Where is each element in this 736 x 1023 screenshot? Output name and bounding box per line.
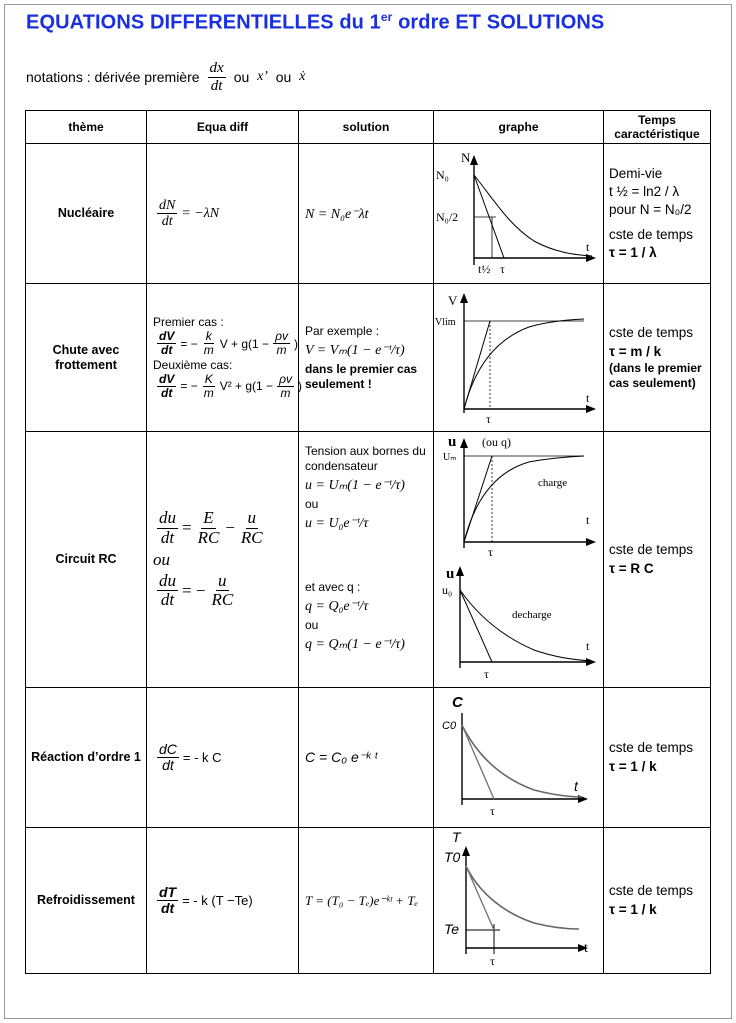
equation-part: −	[225, 518, 235, 538]
tick-label-tau: τ	[484, 667, 489, 681]
reaction-graph	[434, 689, 602, 821]
equation-part: )	[293, 336, 298, 351]
axis-label-x: t	[584, 941, 588, 956]
tick-label-thalf: t½	[478, 262, 491, 276]
refroid-graph	[434, 828, 602, 968]
header-temps: Temps caractéristique	[604, 111, 711, 144]
case-label: Premier cas :	[153, 315, 224, 330]
graph-nucleaire	[434, 144, 604, 284]
temps-reaction	[604, 688, 711, 828]
chute-graph	[434, 285, 602, 425]
graph-rc	[434, 432, 604, 688]
row-refroid	[26, 828, 711, 974]
notation-ou: ou	[233, 69, 250, 85]
solution-rc	[299, 432, 434, 688]
tick-label-tau: τ	[500, 262, 505, 276]
solution-nucleaire	[299, 144, 434, 284]
tick-label-tau: τ	[490, 954, 495, 968]
tick-label-c0: C0	[442, 720, 457, 732]
temps-line: cste de temps	[609, 226, 694, 242]
solution-text: u = Uₘ(1 − e⁻ᵗ/τ)	[305, 478, 405, 493]
graph-refroid	[434, 828, 604, 974]
theme-chute: Chute avec frottement	[26, 284, 147, 432]
axis-label-y: u	[446, 566, 455, 582]
axis-label-y: u	[448, 434, 457, 450]
temps-line: τ = R C	[609, 560, 654, 576]
curve-label: charge	[538, 477, 568, 489]
temps-line: cste de temps	[609, 883, 694, 899]
tick-label-tau: τ	[490, 804, 495, 818]
rc-graphs	[434, 432, 602, 682]
solution-text: V = Vₘ(1 − e⁻ᵗ/τ)	[305, 342, 405, 358]
axis-label-y: T	[452, 829, 461, 845]
theme-refroid: Refroidissement	[26, 828, 147, 974]
page-title: EQUATIONS DIFFERENTIELLES du 1er ordre ET SOLUTIONS	[26, 10, 605, 34]
graph-reaction	[434, 688, 604, 828]
tick-label-t0: T0	[444, 849, 461, 865]
solution-text: N = N₀e⁻λt	[305, 206, 369, 222]
fraction: $\frac{du}{dt}$	[159, 508, 176, 547]
tick-label-n0-half: N₀/2	[436, 210, 459, 224]
equation-part: = −	[180, 379, 198, 394]
fraction: $\frac{dT}{dt}$	[159, 883, 177, 916]
tick-label-n0: N₀	[436, 168, 449, 182]
tick-label-te: Te	[444, 921, 460, 937]
tick-label-tau: τ	[486, 412, 491, 425]
temps-line: pour N = N₀/2	[609, 202, 692, 218]
fraction: $\frac{dN}{dt}$	[159, 197, 176, 229]
equation-part: )	[297, 379, 302, 394]
solution-text: C = C₀ e⁻ᵏ ᵗ	[305, 748, 378, 765]
row-chute	[26, 284, 711, 432]
tick-label-um: Uₘ	[443, 452, 457, 463]
axis-label-x: t	[586, 513, 590, 527]
solution-reaction	[299, 688, 434, 828]
tick-label-vlim: Vlim	[435, 317, 456, 328]
axis-label-y: C	[452, 694, 463, 711]
fraction: $\frac{E}{RC}$	[197, 508, 220, 547]
equation-rhs: = −λN	[181, 205, 220, 221]
tick-label-u0: u₀	[442, 583, 453, 597]
equadiff-reaction	[147, 688, 299, 828]
theme-reaction: Réaction d’ordre 1	[26, 688, 147, 828]
notation-label: notations : dérivée première	[26, 69, 200, 85]
equation-part: V² + g(1 −	[219, 379, 274, 394]
fraction: $\frac{dV}{dt}$	[159, 371, 175, 400]
fraction: $\frac{du}{dt}$	[159, 570, 176, 610]
temps-nucleaire	[604, 144, 711, 284]
equadiff-chute	[147, 284, 302, 432]
header-row	[26, 111, 711, 144]
axis-label-y: N	[461, 150, 471, 165]
header-theme: thème	[26, 111, 147, 144]
temps-line: (dans le premier cas seulement)	[609, 360, 702, 390]
row-rc	[26, 432, 711, 688]
axis-label-x: t	[586, 639, 590, 653]
fraction: $\frac{dC}{dt}$	[159, 740, 177, 773]
solution-intro: et avec q :	[305, 580, 361, 594]
equation-part: = −	[180, 336, 198, 351]
theme-rc: Circuit RC	[26, 432, 147, 688]
header-solution: solution	[299, 111, 434, 144]
solution-refroid	[299, 828, 434, 974]
equation-rhs: = - k C	[182, 750, 222, 765]
temps-refroid	[604, 828, 711, 974]
solution-intro: Tension aux bornes du condensateur	[305, 444, 426, 473]
solution-text: q = Q₀e⁻ᵗ/τ	[305, 599, 369, 614]
graph-chute	[434, 284, 604, 432]
axis-label-x: t	[574, 778, 578, 794]
solution-text: u = U₀e⁻ᵗ/τ	[305, 516, 369, 531]
temps-line: Demi-vie	[609, 165, 663, 181]
axis-label-x: t	[586, 240, 590, 254]
theme-nucleaire: Nucléaire	[26, 144, 147, 284]
row-nucleaire	[26, 144, 711, 284]
solution-ou: ou	[305, 618, 319, 632]
temps-line: cste de temps	[609, 325, 694, 341]
solution-note: dans le premier cas seulement !	[305, 361, 418, 391]
graph-note: (ou q)	[482, 435, 511, 449]
solution-ou: ou	[305, 497, 319, 511]
notation-line	[26, 60, 305, 94]
fraction: $\frac{k}{m}$	[203, 329, 214, 358]
equation-part: =	[182, 518, 192, 538]
equations-table	[25, 110, 711, 974]
temps-line: cste de temps	[609, 542, 694, 558]
notation-dot: ẋ	[299, 69, 306, 84]
equadiff-refroid	[147, 828, 299, 974]
equation-part: = −	[182, 580, 206, 600]
temps-line: τ = 1 / k	[609, 758, 657, 774]
case-label: Deuxième cas:	[153, 357, 233, 372]
tick-label-tau: τ	[488, 545, 493, 559]
notation-prime: x’	[257, 69, 268, 84]
temps-line: τ = m / k	[609, 343, 662, 359]
fraction: $\frac{dV}{dt}$	[159, 329, 175, 358]
temps-chute	[604, 284, 711, 432]
nucleaire-graph	[434, 145, 602, 277]
solution-chute	[299, 284, 434, 432]
fraction: $\frac{K}{m}$	[203, 371, 214, 400]
temps-rc	[604, 432, 711, 688]
equation-rhs: = - k (T −Te)	[182, 893, 253, 908]
curve-label: decharge	[512, 609, 552, 621]
notation-ou: ou	[275, 69, 292, 85]
temps-line: τ = 1 / λ	[609, 244, 657, 260]
solution-text: T = (T₀ − Tₑ)e⁻ᵏᵗ + Tₑ	[305, 892, 418, 908]
equadiff-nucleaire	[147, 144, 299, 284]
solution-intro: Par exemple :	[305, 323, 380, 338]
axis-label-y: V	[448, 293, 458, 308]
fraction: $\frac{\rho v}{m}$	[275, 329, 288, 358]
header-equadiff: Equa diff	[147, 111, 299, 144]
fraction: $\frac{u}{RC}$	[211, 570, 234, 610]
axis-label-x: t	[586, 391, 590, 405]
solution-text: q = Qₘ(1 − e⁻ᵗ/τ)	[305, 637, 405, 652]
header-graphe: graphe	[434, 111, 604, 144]
temps-line: τ = 1 / k	[609, 901, 657, 917]
fraction: $\frac{u}{RC}$	[240, 508, 263, 547]
equadiff-rc	[147, 432, 299, 688]
fraction: $\frac{\rho v}{m}$	[279, 371, 292, 400]
equation-ou: ou	[153, 549, 170, 569]
row-reaction	[26, 688, 711, 828]
temps-line: t ½ = ln2 / λ	[609, 184, 680, 200]
notation-fraction: $\frac{dx}{dt}$	[209, 60, 224, 94]
temps-line: cste de temps	[609, 740, 694, 756]
equation-part: V + g(1 −	[219, 336, 270, 351]
